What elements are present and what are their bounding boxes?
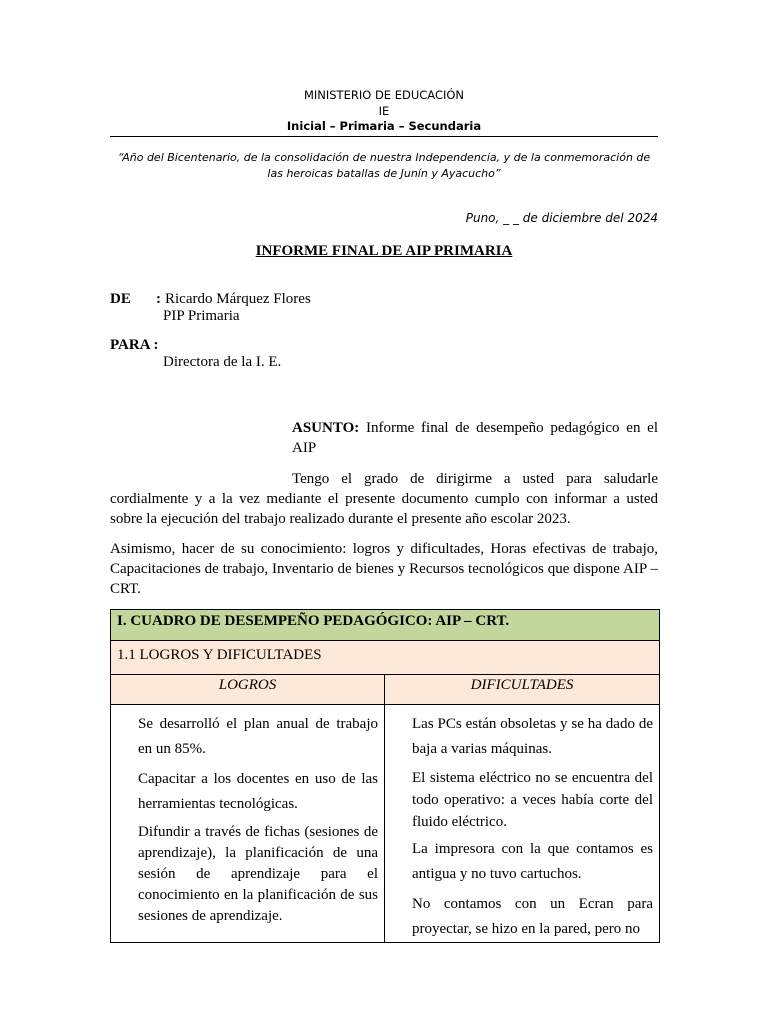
performance-table bbox=[110, 609, 660, 943]
table-section-title: I. CUADRO DE DESEMPEÑO PEDAGÓGICO: AIP – CRT. bbox=[117, 613, 510, 629]
logros-list bbox=[111, 705, 384, 927]
dificultad-text: El sistema eléctrico no se encuentra del todo operativo: a veces había corte del fluido eléctrico. bbox=[412, 770, 654, 830]
subject-text: Informe final de desempeño pedagógico en el AIP bbox=[292, 420, 659, 456]
logro-text: Difundir a través de fichas (sesiones de aprendizaje), la planificación de una sesión de aprendizaje para el conocimiento en la planificación de sus sesiones de aprendizaje. bbox=[138, 824, 378, 924]
list-item bbox=[391, 837, 653, 887]
body-paragraph-1 bbox=[110, 469, 658, 529]
year-motto: “Año del Bicentenario, de la consolidación de nuestra Independencia, y de la conmemoración de las heroicas batallas de Junín y Ayacucho” bbox=[117, 151, 651, 180]
column-header-dificultades: DIFICULTADES bbox=[470, 677, 574, 693]
education-levels: Inicial – Primaria – Secundaria bbox=[286, 119, 482, 133]
list-item bbox=[117, 712, 378, 762]
list-item bbox=[391, 712, 653, 762]
from-name: Ricardo Márquez Flores bbox=[165, 291, 311, 307]
document-title: INFORME FINAL DE AIP PRIMARIA bbox=[255, 243, 513, 259]
ministry-name: MINISTERIO DE EDUCACIÓN bbox=[303, 88, 465, 102]
dificultad-text: La impresora con la que contamos es antigua y no tuvo cartuchos. bbox=[412, 841, 654, 882]
column-header-logros: LOGROS bbox=[218, 677, 277, 693]
table-subsection-title: 1.1 LOGROS Y DIFICULTADES bbox=[117, 647, 322, 663]
dificultades-list bbox=[385, 705, 659, 942]
table-header-row bbox=[111, 675, 660, 705]
table-content-row bbox=[111, 705, 660, 943]
body-paragraph-1-text: Tengo el grado de dirigirme a usted para saludarle cordialmente y a la vez mediante el presente documento cumplo con informar a usted sobre la ejecución del trabajo realizado durante el presente año escolar 2023. bbox=[110, 471, 658, 527]
logro-text: Se desarrolló el plan anual de trabajo en un 85%. bbox=[138, 716, 378, 757]
logros-cell bbox=[111, 705, 385, 943]
from-colon: : bbox=[156, 291, 161, 307]
list-item bbox=[117, 822, 378, 927]
dificultad-text: No contamos con un Ecran para proyectar, se hizo en la pared, pero no bbox=[412, 896, 654, 937]
table-section-row bbox=[111, 610, 660, 641]
to-label: PARA : bbox=[110, 337, 159, 353]
list-item bbox=[117, 767, 378, 817]
date-line: Puno, _ _ de diciembre del 2024 bbox=[465, 211, 658, 225]
subject-label: ASUNTO: bbox=[292, 420, 360, 436]
dificultad-text: Las PCs están obsoletas y se ha dado de baja a varias máquinas. bbox=[412, 716, 654, 757]
list-item bbox=[391, 767, 653, 833]
logro-text: Capacitar a los docentes en uso de las herramientas tecnológicas. bbox=[138, 771, 378, 812]
dificultades-cell bbox=[385, 705, 660, 943]
from-role: PIP Primaria bbox=[163, 308, 240, 324]
subject-block bbox=[292, 418, 658, 458]
to-name: Directora de la I. E. bbox=[163, 354, 282, 370]
table-subsection-row bbox=[111, 641, 660, 675]
header-rule bbox=[110, 136, 658, 137]
school-name: IE bbox=[378, 104, 390, 118]
from-label: DE bbox=[110, 291, 131, 307]
list-item bbox=[391, 892, 653, 942]
body-paragraph-2: Asimismo, hacer de su conocimiento: logros y dificultades, Horas efectivas de trabajo, Capacitaciones de trabajo, Inventario de bienes y Recursos tecnológicos que dispone AIP – CRT. bbox=[110, 541, 658, 597]
